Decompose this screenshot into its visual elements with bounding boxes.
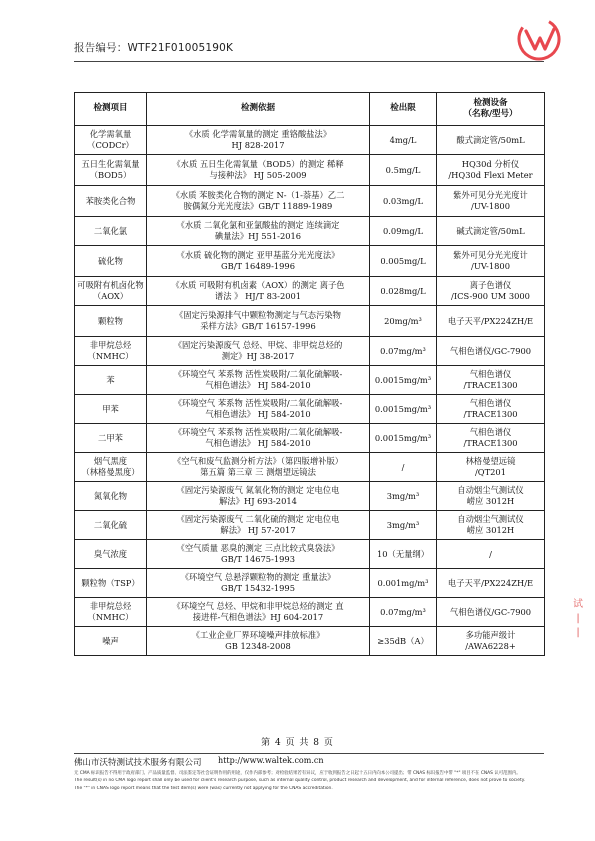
cell-basis-line: 《环境空气 总烃、甲烷和非甲烷总烃的测定 直 <box>172 601 344 612</box>
cell-item <box>75 277 147 306</box>
cell-equipment <box>437 366 545 395</box>
cell-basis-line: 解法》HJ 693-2014 <box>219 496 297 506</box>
cell-basis <box>147 598 370 627</box>
cell-item-line: （NMHC） <box>87 612 134 622</box>
cell-item <box>75 306 147 337</box>
cell-equipment-line: / <box>489 548 492 559</box>
cell-item <box>75 453 147 482</box>
disclaimer-cn: 无 CMA 标识报告不得用于政府部门、产品质量监督、司法鉴定等社会证明作用的用途，仅作内部参考；对检验结果若有异议，应于收到报告之日起十五日内向本公司提出；带 CNAS 标识报告中带 "*" 项目不在 CNAS 认可范围内。 <box>74 771 521 776</box>
cell-equipment-line: /UV-1800 <box>471 261 510 271</box>
cell-basis-line: 《环境空气 苯系物 活性炭吸附/二氧化硫解吸- <box>173 427 343 438</box>
table-row <box>75 395 545 424</box>
cell-item <box>75 482 147 511</box>
cell-limit: 0.005mg/L <box>370 246 437 277</box>
table-row <box>75 482 545 511</box>
cell-item-line: 苯胺类化合物 <box>85 195 136 206</box>
cell-basis <box>147 540 370 569</box>
cell-basis-line: 《空气质量 恶臭的测定 三点比较式臭袋法》 <box>176 543 340 554</box>
cell-basis-line: GB/T 15432-1995 <box>220 583 295 593</box>
cell-basis <box>147 627 370 656</box>
cell-limit: 0.0015mg/m³ <box>370 395 437 424</box>
table-row <box>75 569 545 598</box>
col-header-equipment-title: 检测设备 <box>473 97 508 108</box>
cell-basis-line: 《水质 苯胺类化合物的测定 N-（1-萘基）乙二 <box>171 190 345 201</box>
cell-limit: 0.0015mg/m³ <box>370 366 437 395</box>
cell-limit: 0.5mg/L <box>370 155 437 186</box>
cell-basis <box>147 186 370 217</box>
cell-basis <box>147 482 370 511</box>
cell-basis-line: 《工业企业厂界环境噪声排放标准》 <box>191 630 325 641</box>
table-row <box>75 337 545 366</box>
cell-basis-line: 《水质 化学需氧量的测定 重铬酸盐法》 <box>184 129 332 140</box>
cell-equipment <box>437 482 545 511</box>
cell-basis <box>147 511 370 540</box>
cell-basis-line: 《环境空气 苯系物 活性炭吸附/二氧化硫解吸- <box>173 398 343 409</box>
cell-equipment <box>437 395 545 424</box>
table-row <box>75 627 545 656</box>
report-number: 报告编号：WTF21F01005190K <box>74 42 234 54</box>
cell-limit: 0.001mg/m³ <box>370 569 437 598</box>
cell-item-line: 氮氧化物 <box>93 490 128 501</box>
cell-item-line: 噪声 <box>102 635 119 646</box>
cell-item <box>75 598 147 627</box>
cell-basis <box>147 337 370 366</box>
cell-basis-line: 《空气和废气监测分析方法》（第四版增补版） <box>172 456 344 467</box>
table-row <box>75 424 545 453</box>
cell-equipment-line: 气相色谱仪 <box>469 398 512 409</box>
side-stamp-mark: | <box>576 613 580 624</box>
cell-basis <box>147 155 370 186</box>
cell-basis-line: 测定》HJ 38-2017 <box>221 351 295 361</box>
cell-equipment <box>437 246 545 277</box>
cell-equipment <box>437 453 545 482</box>
table-row <box>75 277 545 306</box>
cell-basis-line: 气相色谱法》 HJ 584-2010 <box>205 438 311 448</box>
cell-equipment-line: 林格曼望远镜 <box>465 456 516 467</box>
cell-equipment-line: 离子色谱仪 <box>469 280 512 291</box>
disclaimer-en-1: The result(s) in no CMA logo report shall only be used for client's research purpose, such as internal quality control, product research and development, and for internal reference, does not prove to society. <box>74 778 526 783</box>
cell-equipment-line: /ICS-900 UM 3000 <box>451 291 530 301</box>
table-row <box>75 217 545 246</box>
cell-basis-line: 采样方法》GB/T 16157-1996 <box>200 321 316 331</box>
cell-basis-line: 与接种法》 HJ 505-2009 <box>209 170 307 180</box>
cell-item-line: （AOX） <box>92 291 129 301</box>
cell-basis-line: 《水质 硫化物的测定 亚甲基蓝分光光度法》 <box>176 250 340 261</box>
cell-equipment-line: 酸式滴定管/50mL <box>456 134 525 145</box>
cell-limit: / <box>370 453 437 482</box>
cell-equipment <box>437 186 545 217</box>
cell-basis-line: GB/T 16489-1996 <box>220 261 295 271</box>
table-row <box>75 155 545 186</box>
cell-equipment-line: 碱式滴定管/50mL <box>456 225 525 236</box>
col-header-basis: 检测依据 <box>147 93 370 126</box>
cell-equipment-line: 气相色谱仪/GC-7900 <box>449 345 532 356</box>
cell-limit: 0.03mg/L <box>370 186 437 217</box>
cell-item <box>75 186 147 217</box>
cell-equipment-line: 电子天平/PX224ZH/E <box>447 577 534 588</box>
cell-item-line: 二氧化硫 <box>93 519 128 530</box>
table-row <box>75 598 545 627</box>
cell-item-line: 可吸附有机卤化物 <box>77 280 144 291</box>
cell-basis-line: GB 12348-2008 <box>225 641 291 651</box>
cell-item-line: （BOD5） <box>89 170 132 180</box>
table-row <box>75 540 545 569</box>
cell-basis-line: 《水质 二氧化氯和亚氯酸盐的测定 连续滴定 <box>176 220 340 231</box>
cell-basis-line: 《固定污染源废气 总烃、甲烷、非甲烷总烃的 <box>173 340 343 351</box>
table-row <box>75 511 545 540</box>
page-number: 第 4 页 共 8 页 <box>261 738 334 748</box>
cell-limit: 0.07mg/m³ <box>370 337 437 366</box>
cell-equipment <box>437 217 545 246</box>
cell-equipment-line: /TRACE1300 <box>463 409 518 419</box>
cell-basis-line: 《水质 五日生化需氧量（BOD5）的测定 稀释 <box>172 159 344 170</box>
cell-basis <box>147 306 370 337</box>
cell-equipment <box>437 277 545 306</box>
cell-equipment <box>437 424 545 453</box>
cell-basis-line: 《固定污染源废气 二氧化硫的测定 定电位电 <box>176 514 340 525</box>
cell-equipment <box>437 155 545 186</box>
cell-equipment-line: 崂应 3012H <box>466 525 515 535</box>
cell-equipment <box>437 306 545 337</box>
cell-basis-line: 谱法 》 HJ/T 83-2001 <box>214 291 302 301</box>
table-row <box>75 246 545 277</box>
cell-item-line: 硫化物 <box>98 255 123 266</box>
cell-basis-line: 胺偶氮分光光度法》GB/T 11889-1989 <box>183 201 333 211</box>
cell-item <box>75 366 147 395</box>
table-header-row <box>75 93 545 126</box>
table-row <box>75 366 545 395</box>
company-name: 佛山市沃特测试技术服务有限公司 <box>74 758 202 768</box>
table-row <box>75 306 545 337</box>
cell-item-line: 苯 <box>106 374 115 385</box>
cell-item <box>75 540 147 569</box>
company-logo-icon <box>516 16 562 62</box>
cell-equipment-line: 自动烟尘气测试仪 <box>457 514 524 525</box>
table-row <box>75 453 545 482</box>
cell-equipment <box>437 540 545 569</box>
cell-item <box>75 627 147 656</box>
cell-item <box>75 126 147 155</box>
cell-basis-line: 《环境空气 总悬浮颗粒物的测定 重量法》 <box>180 572 336 583</box>
col-header-item: 检测项目 <box>75 93 147 126</box>
cell-basis-line: 《固定污染源排气中颗粒物测定与气态污染物 <box>175 310 341 321</box>
cell-equipment-line: /QT201 <box>475 467 506 477</box>
side-stamp-mark: | <box>576 627 580 638</box>
cell-item <box>75 569 147 598</box>
cell-limit: 3mg/m³ <box>370 482 437 511</box>
cell-item <box>75 395 147 424</box>
cell-basis-line: GB/T 14675-1993 <box>220 554 295 564</box>
cell-item-line: 甲苯 <box>102 403 119 414</box>
cell-limit: 0.0015mg/m³ <box>370 424 437 453</box>
cell-equipment <box>437 337 545 366</box>
cell-item-line: 烟气黑度 <box>93 456 128 467</box>
cell-equipment <box>437 627 545 656</box>
cell-limit: 0.09mg/L <box>370 217 437 246</box>
cell-basis-line: 碘量法》HJ 551-2016 <box>214 231 302 241</box>
cell-item <box>75 217 147 246</box>
cell-item <box>75 337 147 366</box>
cell-item <box>75 424 147 453</box>
cell-item-line: 二甲苯 <box>98 432 123 443</box>
cell-limit: ≥35dB（A） <box>370 627 437 656</box>
table-row <box>75 186 545 217</box>
cell-equipment-line: 气相色谱仪/GC-7900 <box>449 606 532 617</box>
cell-equipment-line: HQ30d 分析仪 <box>461 159 520 170</box>
cell-equipment-line: 电子天平/PX224ZH/E <box>447 315 534 326</box>
cell-basis-line: 《固定污染源废气 氮氧化物的测定 定电位电 <box>176 485 340 496</box>
cell-equipment-line: 紫外可见分光光度计 <box>453 190 528 201</box>
cell-equipment <box>437 126 545 155</box>
cell-equipment-line: /HQ30d Flexi Meter <box>448 170 533 180</box>
cell-basis-line: 解法》 HJ 57-2017 <box>220 525 296 535</box>
cell-basis-line: 第五篇 第三章 三 测烟望远镜法 <box>200 467 316 477</box>
cell-basis <box>147 395 370 424</box>
cell-basis <box>147 246 370 277</box>
side-stamp <box>568 598 588 640</box>
cell-basis-line: 《水质 可吸附有机卤素（AOX）的测定 离子色 <box>171 280 345 291</box>
cell-limit: 10（无量纲） <box>370 540 437 569</box>
cell-basis-line: HJ 828-2017 <box>231 140 285 150</box>
cell-item-line: 非甲烷总烃 <box>89 601 132 612</box>
cell-equipment-line: 紫外可见分光光度计 <box>453 250 528 261</box>
cell-item-line: 臭气浓度 <box>93 548 128 559</box>
cell-basis-line: 气相色谱法》 HJ 584-2010 <box>205 409 311 419</box>
cell-item-line: 颗粒物 <box>98 315 123 326</box>
cell-basis <box>147 453 370 482</box>
cell-basis-line: 气相色谱法》 HJ 584-2010 <box>205 380 311 390</box>
cell-equipment <box>437 569 545 598</box>
cell-equipment-line: /TRACE1300 <box>463 438 518 448</box>
cell-equipment-line: 气相色谱仪 <box>469 369 512 380</box>
cell-equipment-line: /UV-1800 <box>471 201 510 211</box>
cell-limit: 0.028mg/L <box>370 277 437 306</box>
col-header-equipment-sub: （名称/型号） <box>463 109 518 119</box>
side-stamp-char: 试 <box>573 599 583 610</box>
cell-basis <box>147 424 370 453</box>
footer-divider <box>74 753 544 754</box>
cell-equipment-line: /TRACE1300 <box>463 380 518 390</box>
cell-basis <box>147 569 370 598</box>
cell-basis <box>147 277 370 306</box>
cell-limit: 4mg/L <box>370 126 437 155</box>
cell-item <box>75 246 147 277</box>
cell-item-line: （NMHC） <box>87 351 134 361</box>
cell-basis-line: 接进样-气相色谱法》HJ 604-2017 <box>192 612 324 622</box>
cell-basis <box>147 366 370 395</box>
cell-limit: 3mg/m³ <box>370 511 437 540</box>
cell-equipment-line: 多功能声级计 <box>465 630 516 641</box>
cell-basis <box>147 126 370 155</box>
col-header-limit: 检出限 <box>370 93 437 126</box>
cell-item-line: 非甲烷总烃 <box>89 340 132 351</box>
cell-item-line: 颗粒物（TSP） <box>81 577 140 588</box>
header-divider <box>74 61 544 62</box>
test-methods-table <box>74 92 545 656</box>
cell-basis-line: 《环境空气 苯系物 活性炭吸附/二氧化硫解吸- <box>173 369 343 380</box>
cell-equipment <box>437 511 545 540</box>
cell-equipment-line: 自动烟尘气测试仪 <box>457 485 524 496</box>
cell-item-line: （CODCr） <box>87 140 134 150</box>
cell-equipment-line: 气相色谱仪 <box>469 427 512 438</box>
table-row <box>75 126 545 155</box>
cell-item <box>75 155 147 186</box>
cell-equipment <box>437 598 545 627</box>
disclaimer-en-2: The "*" in CNAS logo report means that the test item(s) were (was) currently not applying for the CNAS accreditation. <box>74 786 333 791</box>
cell-equipment-line: /AWA6228+ <box>465 641 516 651</box>
cell-equipment-line: 崂应 3012H <box>466 496 515 506</box>
cell-item-line: （林格曼黑度） <box>81 467 140 477</box>
cell-item-line: 二氧化氯 <box>93 225 128 236</box>
cell-limit: 0.07mg/m³ <box>370 598 437 627</box>
cell-limit: 20mg/m³ <box>370 306 437 337</box>
cell-item-line: 五日生化需氧量 <box>81 159 140 170</box>
company-website-link[interactable]: http://www.waltek.com.cn <box>218 756 324 765</box>
col-header-equipment <box>437 93 545 126</box>
cell-item <box>75 511 147 540</box>
cell-basis <box>147 217 370 246</box>
cell-item-line: 化学需氧量 <box>89 129 132 140</box>
